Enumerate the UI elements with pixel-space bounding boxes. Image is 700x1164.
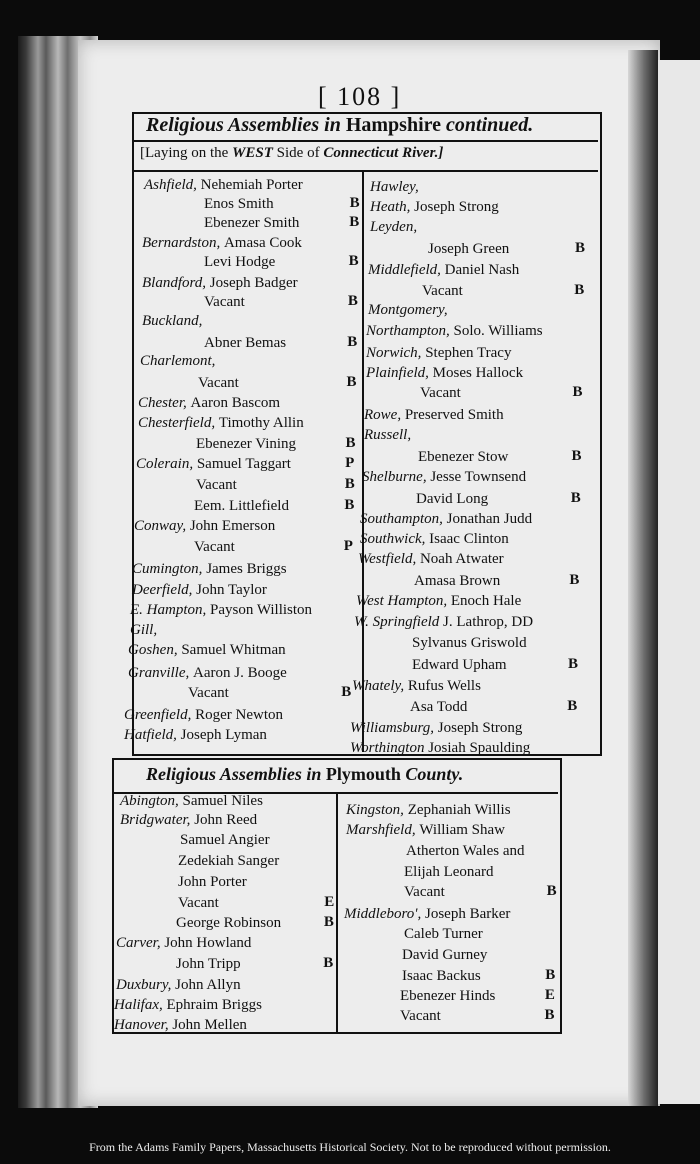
entry-minister: Ephraim Briggs <box>166 997 262 1013</box>
entry-town: Williamsburg, <box>350 720 438 736</box>
entry-minister: Joseph Barker <box>424 906 511 922</box>
entry-minister: Vacant <box>204 294 245 310</box>
entry-minister: Daniel Nash <box>444 262 520 278</box>
entry-minister: Stephen Tracy <box>425 345 512 361</box>
denomination-mark: B <box>323 955 334 971</box>
entry-line <box>366 322 543 340</box>
title2-end: County. <box>405 764 464 784</box>
entry-town: E. Hampton, <box>130 602 210 618</box>
denomination-mark: B <box>349 214 360 230</box>
title-rule <box>132 140 598 142</box>
denomination-mark: B <box>546 883 557 899</box>
entry-town: Halifax, <box>114 997 167 1013</box>
entry-minister: Vacant <box>196 477 237 493</box>
denomination-mark: B <box>347 293 358 309</box>
entry-line <box>194 538 235 556</box>
entry-town: Conway, <box>134 518 190 534</box>
entry-line <box>406 842 524 860</box>
entry-line <box>178 894 219 912</box>
denomination-mark: B <box>349 195 360 211</box>
entry-minister: Atherton Wales and <box>406 843 525 859</box>
entry-town: Colerain, <box>136 456 197 472</box>
entry-line <box>204 293 245 311</box>
entry-town: Carver, <box>116 935 165 951</box>
entry-minister: John Porter <box>178 874 247 890</box>
entry-minister: Ebenezer Vining <box>196 436 297 452</box>
entry-line <box>354 613 533 631</box>
entry-line <box>346 821 505 839</box>
denomination-mark: B <box>545 967 556 983</box>
entry-line <box>142 312 202 330</box>
denomination-mark: B <box>347 334 358 350</box>
entry-minister: Elijah Leonard <box>404 864 494 880</box>
denomination-mark: B <box>544 1007 555 1023</box>
entry-minister: Joseph Strong <box>414 199 499 215</box>
entry-minister: Amasa Brown <box>414 573 501 589</box>
entry-line <box>412 656 507 674</box>
entry-town: Marshfield, <box>346 822 420 838</box>
entry-line <box>120 811 257 829</box>
entry-line <box>400 987 495 1005</box>
denomination-mark: B <box>574 240 585 256</box>
entry-line <box>366 364 523 382</box>
denomination-mark: B <box>574 282 585 298</box>
entry-line <box>428 240 509 258</box>
entry-minister: Edward Upham <box>412 657 507 673</box>
entry-line <box>352 677 481 695</box>
entry-line <box>368 301 448 319</box>
column-divider-2 <box>336 794 338 1032</box>
entry-minister: Payson Williston <box>210 602 313 618</box>
entry-minister: Vacant <box>188 685 229 701</box>
entry-line <box>414 572 500 590</box>
subtitle-b: WEST <box>232 145 273 161</box>
entry-town: Southwick, <box>360 531 430 547</box>
entry-line <box>140 352 215 370</box>
copyright-footer: From the Adams Family Papers, Massachusetts Historical Society. Not to be reproduced without permission. <box>89 1140 611 1154</box>
entry-line <box>128 641 286 659</box>
entry-town: Ashfield, <box>144 177 201 193</box>
entry-line <box>124 726 267 744</box>
entry-town: Chester, <box>138 395 191 411</box>
entry-minister: Samuel Niles <box>182 793 263 809</box>
entry-minister: Josiah Spaulding <box>428 740 531 756</box>
entry-line <box>138 394 280 412</box>
denomination-mark: P <box>345 455 355 471</box>
entry-minister: Zedekiah Sanger <box>178 853 280 869</box>
subtitle-d: Connecticut River.] <box>323 145 444 161</box>
entry-line <box>136 455 291 473</box>
denomination-mark: B <box>348 253 359 269</box>
entry-town: Blandford, <box>142 275 210 291</box>
section-title-plymouth <box>146 764 463 785</box>
entry-line <box>114 1016 247 1034</box>
entry-minister: Jesse Townsend <box>430 469 527 485</box>
entry-town: Westfield, <box>358 551 420 567</box>
book-gutter <box>628 50 658 1106</box>
entry-minister: Aaron J. Booge <box>193 665 287 681</box>
entry-line <box>360 530 509 548</box>
entry-town: Chesterfield, <box>138 415 219 431</box>
entry-line <box>204 195 274 213</box>
entry-town: Shelburne, <box>362 469 431 485</box>
entry-minister: John Howland <box>164 935 252 951</box>
entry-line <box>180 831 270 849</box>
entry-line <box>114 996 262 1014</box>
entry-line <box>368 261 519 279</box>
entry-town: Norwich, <box>366 345 426 361</box>
entry-line <box>364 426 411 444</box>
entry-minister: William Shaw <box>419 822 505 838</box>
entry-minister: Vacant <box>194 539 235 555</box>
entry-minister: James Briggs <box>206 561 287 577</box>
entry-town: Plainfield, <box>366 365 433 381</box>
entry-minister: John Tripp <box>176 956 241 972</box>
entry-town: W. Springfield <box>354 614 444 630</box>
entry-line <box>130 601 312 619</box>
entry-town: Heath, <box>370 199 415 215</box>
entry-town: Cumington, <box>132 561 207 577</box>
denomination-mark: B <box>345 435 356 451</box>
entry-line <box>116 934 251 952</box>
entry-minister: Samuel Angier <box>180 832 270 848</box>
entry-line <box>422 282 463 300</box>
entry-minister: Eem. Littlefield <box>194 498 289 514</box>
entry-minister: Nehemiah Porter <box>200 177 303 193</box>
entry-line <box>344 905 510 923</box>
entry-line <box>356 592 521 610</box>
entry-minister: Aaron Bascom <box>190 395 281 411</box>
entry-town: Whately, <box>352 678 408 694</box>
entry-line <box>198 374 239 392</box>
entry-town: Middleboro', <box>344 906 425 922</box>
entry-minister: David Long <box>416 491 489 507</box>
title-continued: continued. <box>446 114 534 136</box>
section-subtitle <box>140 145 443 162</box>
entry-minister: John Emerson <box>189 518 276 534</box>
entry-line <box>130 621 157 639</box>
entry-line <box>410 698 467 716</box>
entry-minister: Moses Hallock <box>432 365 524 381</box>
title2-county: Plymouth <box>325 764 401 784</box>
entry-line <box>404 925 483 943</box>
subtitle-c: Side of <box>276 145 320 161</box>
entry-line <box>116 976 241 994</box>
denomination-mark: B <box>344 476 355 492</box>
entry-line <box>360 510 532 528</box>
entry-line <box>350 719 522 737</box>
denomination-mark: B <box>569 572 580 588</box>
entry-minister: Sylvanus Griswold <box>412 635 527 651</box>
entry-minister: Isaac Clinton <box>429 531 509 547</box>
entry-minister: Abner Bemas <box>204 335 287 351</box>
entry-town: Gill, <box>130 622 158 638</box>
entry-town: Goshen, <box>128 642 182 658</box>
entry-minister: Rufus Wells <box>407 678 481 694</box>
entry-minister: John Mellen <box>172 1017 247 1033</box>
entry-town: Bridgwater, <box>120 812 195 828</box>
entry-town: Kingston, <box>346 802 408 818</box>
entry-minister: Jonathan Judd <box>446 511 533 527</box>
entry-minister: Levi Hodge <box>204 254 276 270</box>
entry-town: Abington, <box>120 793 183 809</box>
entry-line <box>362 468 526 486</box>
denomination-mark: B <box>346 374 357 390</box>
entry-line <box>128 664 287 682</box>
entry-line <box>402 967 481 985</box>
entry-minister: Roger Newton <box>195 707 283 723</box>
title-italic: Religious Assemblies in <box>146 114 341 136</box>
entry-line <box>120 792 263 810</box>
entry-line <box>402 946 487 964</box>
entry-minister: John Taylor <box>196 582 267 598</box>
entry-line <box>204 334 286 352</box>
entry-minister: Vacant <box>400 1008 441 1024</box>
denomination-mark: B <box>567 698 578 714</box>
entry-minister: Vacant <box>404 884 445 900</box>
entry-minister: Solo. Williams <box>453 323 543 339</box>
entry-town: Rowe, <box>364 407 405 423</box>
entry-line <box>138 414 304 432</box>
section-title-hampshire <box>146 114 533 137</box>
entry-town: Montgomery, <box>368 302 448 318</box>
entry-line <box>196 435 296 453</box>
entry-minister: Samuel Whitman <box>181 642 286 658</box>
entry-minister: Isaac Backus <box>402 968 481 984</box>
entry-town: Bernardston, <box>142 235 224 251</box>
entry-line <box>346 801 511 819</box>
entry-minister: Timothy Allin <box>218 415 304 431</box>
entry-town: Charlemont, <box>140 353 216 369</box>
entry-town: Granville, <box>128 665 193 681</box>
denomination-mark: B <box>571 448 582 464</box>
denomination-mark: B <box>323 914 334 930</box>
entry-minister: Joseph Lyman <box>180 727 267 743</box>
entry-town: Middlefield, <box>368 262 445 278</box>
entry-town: Hawley, <box>370 179 419 195</box>
entry-minister: Asa Todd <box>410 699 468 715</box>
entry-line <box>178 873 247 891</box>
denomination-mark: B <box>572 384 583 400</box>
entry-line <box>370 198 499 216</box>
entry-town: Greenfield, <box>124 707 196 723</box>
entry-minister: Joseph Green <box>428 241 510 257</box>
entry-line <box>204 214 299 232</box>
entry-minister: John Allyn <box>175 977 241 993</box>
entry-minister: Vacant <box>178 895 219 911</box>
entry-line <box>370 178 419 196</box>
column-divider-1 <box>362 172 364 752</box>
entry-town: Hanover, <box>114 1017 173 1033</box>
facing-page-edge <box>658 60 700 1104</box>
denomination-mark: E <box>544 987 555 1003</box>
entry-minister: Vacant <box>420 385 461 401</box>
entry-line <box>178 852 279 870</box>
denomination-mark: B <box>570 490 581 506</box>
entry-minister: Noah Atwater <box>419 551 504 567</box>
entry-line <box>142 234 302 252</box>
entry-line <box>420 384 461 402</box>
entry-line <box>204 253 275 271</box>
entry-minister: Caleb Turner <box>404 926 483 942</box>
entry-town: Deerfield, <box>132 582 197 598</box>
entry-town: Southampton, <box>360 511 447 527</box>
denomination-mark: B <box>567 656 578 672</box>
entry-line <box>412 634 527 652</box>
entry-line <box>176 914 281 932</box>
entry-minister: John Reed <box>194 812 258 828</box>
entry-town: Buckland, <box>142 313 203 329</box>
entry-line <box>418 448 508 466</box>
entry-town: Russell, <box>364 427 412 443</box>
entry-minister: J. Lathrop, DD <box>443 614 534 630</box>
entry-line <box>370 218 417 236</box>
entry-minister: Vacant <box>422 283 463 299</box>
entry-minister: Enos Smith <box>204 196 274 212</box>
entry-line <box>142 274 298 292</box>
entry-line <box>350 739 530 757</box>
entry-minister: Preserved Smith <box>404 407 504 423</box>
entry-minister: Joseph Badger <box>209 275 298 291</box>
entry-minister: Ebenezer Stow <box>418 449 509 465</box>
entry-line <box>124 706 283 724</box>
entry-minister: David Gurney <box>402 947 488 963</box>
entry-minister: Ebenezer Hinds <box>400 988 496 1004</box>
entry-line <box>404 863 494 881</box>
entry-minister: Zephaniah Willis <box>407 802 511 818</box>
entry-line <box>364 406 504 424</box>
entry-line <box>366 344 511 362</box>
entry-line <box>132 581 267 599</box>
entry-town: Worthington <box>350 740 429 756</box>
page-number: [ 108 ] <box>318 82 402 111</box>
entry-town: West Hampton, <box>356 593 451 609</box>
subtitle-a: [Laying on the <box>140 145 229 161</box>
entry-line <box>400 1007 441 1025</box>
entry-town: Hatfield, <box>124 727 181 743</box>
entry-line <box>196 476 237 494</box>
entry-minister: Ebenezer Smith <box>204 215 300 231</box>
denomination-mark: P <box>343 538 353 554</box>
denomination-mark: B <box>341 684 352 700</box>
entry-minister: Samuel Taggart <box>196 456 291 472</box>
entry-line <box>358 550 504 568</box>
entry-line <box>132 560 287 578</box>
entry-line <box>188 684 229 702</box>
entry-line <box>176 955 241 973</box>
entry-minister: Vacant <box>198 375 239 391</box>
title-county: Hampshire <box>345 114 442 136</box>
entry-line <box>134 517 275 535</box>
entry-minister: George Robinson <box>176 915 282 931</box>
entry-line <box>144 176 303 194</box>
denomination-mark: E <box>324 894 335 910</box>
entry-minister: Enoch Hale <box>450 593 522 609</box>
entry-line <box>416 490 488 508</box>
denomination-mark: B <box>344 497 355 513</box>
entry-town: Duxbury, <box>116 977 176 993</box>
entry-town: Leyden, <box>370 219 418 235</box>
entry-line <box>404 883 445 901</box>
entry-minister: Joseph Strong <box>437 720 523 736</box>
title2-italic: Religious Assemblies in <box>146 764 322 784</box>
entry-line <box>194 497 289 515</box>
entry-town: Northampton, <box>366 323 454 339</box>
entry-minister: Amasa Cook <box>223 235 302 251</box>
subtitle-rule <box>132 170 598 172</box>
